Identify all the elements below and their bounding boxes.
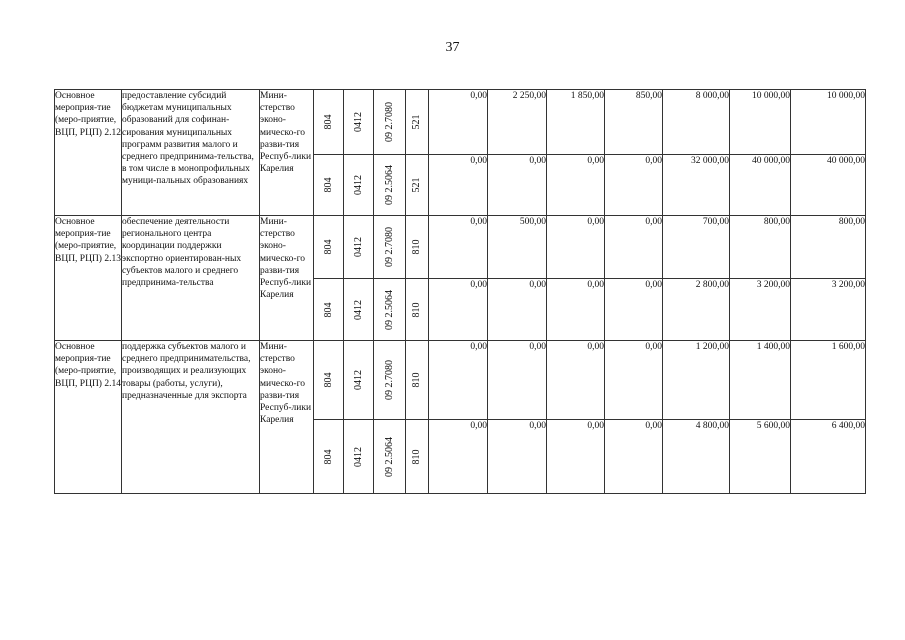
code-cell <box>314 279 344 341</box>
code-cell <box>374 155 406 216</box>
grbs-code: 804 <box>322 449 334 464</box>
code-cell <box>406 341 429 420</box>
code-cell <box>344 341 374 420</box>
table-row <box>55 341 866 420</box>
description-cell: предоставление субсидий бюджетам муниципальных образований для софинан-сирования муниципальных программ развития малого и среднего предпринима-тельства, в том числе в монопрофильных муници-пальных образованиях <box>122 90 260 216</box>
amount-cell: 0,00 <box>547 420 605 494</box>
amount-cell: 3 200,00 <box>791 279 866 341</box>
code-cell <box>314 155 344 216</box>
code-cell <box>344 420 374 494</box>
amount-cell: 0,00 <box>547 341 605 420</box>
amount-cell: 5 600,00 <box>730 420 791 494</box>
amount-cell: 0,00 <box>605 341 663 420</box>
code-cell <box>374 279 406 341</box>
amount-cell: 0,00 <box>547 155 605 216</box>
target-article-code: 09 2.7080 <box>383 360 395 400</box>
grbs-code: 804 <box>322 114 334 130</box>
measure-cell: Основное мероприя-тие (меро-приятие, ВЦП, РЦП) 2.13 <box>55 216 122 341</box>
grbs-code: 804 <box>322 177 334 193</box>
amount-cell: 500,00 <box>488 216 547 279</box>
expense-type-code: 810 <box>410 372 422 388</box>
target-article-code: 09 2.5064 <box>383 436 395 477</box>
target-article-code: 09 2.7080 <box>383 102 395 142</box>
amount-cell: 0,00 <box>488 420 547 494</box>
code-cell <box>314 216 344 279</box>
target-article-code: 09 2.5064 <box>383 289 395 330</box>
page-number: 37 <box>445 40 460 55</box>
expense-type-code: 521 <box>410 177 422 193</box>
executor-cell: Мини-стерство эконо-мическо-го разви-тия Респуб-лики Карелия <box>260 216 314 341</box>
amount-cell: 0,00 <box>429 279 488 341</box>
measure-cell: Основное мероприя-тие (меро-приятие, ВЦП, РЦП) 2.14 <box>55 341 122 494</box>
amount-cell: 0,00 <box>547 279 605 341</box>
amount-cell: 1 200,00 <box>663 341 730 420</box>
amount-cell: 0,00 <box>429 216 488 279</box>
code-cell <box>314 341 344 420</box>
section-code: 0412 <box>352 112 364 132</box>
code-cell <box>406 279 429 341</box>
code-cell <box>344 90 374 155</box>
amount-cell: 0,00 <box>429 155 488 216</box>
code-cell <box>406 420 429 494</box>
code-cell <box>374 420 406 494</box>
amount-cell: 10 000,00 <box>730 90 791 155</box>
description-cell: поддержка субъектов малого и среднего предпринимательства, производящих и реализующих товары (работы, услуги), предназначенные для экспорта <box>122 341 260 494</box>
amount-cell: 700,00 <box>663 216 730 279</box>
amount-cell: 40 000,00 <box>730 155 791 216</box>
code-cell <box>406 216 429 279</box>
section-code: 0412 <box>352 175 364 195</box>
amount-cell: 32 000,00 <box>663 155 730 216</box>
expense-type-code: 810 <box>410 239 422 255</box>
expense-type-code: 810 <box>410 302 422 317</box>
amount-cell: 6 400,00 <box>791 420 866 494</box>
amount-cell: 2 250,00 <box>488 90 547 155</box>
section-code: 0412 <box>352 237 364 257</box>
measure-cell: Основное мероприя-тие (меро-приятие, ВЦП, РЦП) 2.12 <box>55 90 122 216</box>
target-article-code: 09 2.5064 <box>383 165 395 205</box>
grbs-code: 804 <box>322 372 334 388</box>
code-cell <box>344 155 374 216</box>
budget-table <box>54 89 866 494</box>
section-code: 0412 <box>352 370 364 390</box>
code-cell <box>406 90 429 155</box>
executor-cell: Мини-стерство эконо-мическо-го разви-тия Респуб-лики Карелия <box>260 341 314 494</box>
amount-cell: 0,00 <box>605 420 663 494</box>
target-article-code: 09 2.7080 <box>383 227 395 267</box>
code-cell <box>374 341 406 420</box>
grbs-code: 804 <box>322 302 334 317</box>
code-cell <box>314 90 344 155</box>
amount-cell: 3 200,00 <box>730 279 791 341</box>
amount-cell: 850,00 <box>605 90 663 155</box>
code-cell <box>406 155 429 216</box>
amount-cell: 8 000,00 <box>663 90 730 155</box>
amount-cell: 800,00 <box>791 216 866 279</box>
amount-cell: 800,00 <box>730 216 791 279</box>
grbs-code: 804 <box>322 239 334 255</box>
code-cell <box>314 420 344 494</box>
code-cell <box>374 216 406 279</box>
amount-cell: 0,00 <box>605 155 663 216</box>
expense-type-code: 521 <box>410 114 422 130</box>
amount-cell: 0,00 <box>605 279 663 341</box>
code-cell <box>344 216 374 279</box>
table-row <box>55 90 866 155</box>
code-cell <box>344 279 374 341</box>
amount-cell: 0,00 <box>488 341 547 420</box>
code-cell <box>374 90 406 155</box>
section-code: 0412 <box>352 299 364 320</box>
amount-cell: 2 800,00 <box>663 279 730 341</box>
amount-cell: 0,00 <box>488 155 547 216</box>
amount-cell: 1 600,00 <box>791 341 866 420</box>
expense-type-code: 810 <box>410 449 422 464</box>
amount-cell: 0,00 <box>547 216 605 279</box>
executor-cell: Мини-стерство эконо-мическо-го разви-тия Респуб-лики Карелия <box>260 90 314 216</box>
amount-cell: 0,00 <box>605 216 663 279</box>
section-code: 0412 <box>352 446 364 467</box>
description-cell: обеспечение деятельности регионального центра координации поддержки экспортно ориентирован-ных субъектов малого и среднего предпринима-тельства <box>122 216 260 341</box>
amount-cell: 40 000,00 <box>791 155 866 216</box>
amount-cell: 0,00 <box>429 90 488 155</box>
amount-cell: 10 000,00 <box>791 90 866 155</box>
amount-cell: 0,00 <box>429 341 488 420</box>
table-row <box>55 216 866 279</box>
amount-cell: 4 800,00 <box>663 420 730 494</box>
amount-cell: 0,00 <box>488 279 547 341</box>
amount-cell: 1 850,00 <box>547 90 605 155</box>
amount-cell: 1 400,00 <box>730 341 791 420</box>
amount-cell: 0,00 <box>429 420 488 494</box>
